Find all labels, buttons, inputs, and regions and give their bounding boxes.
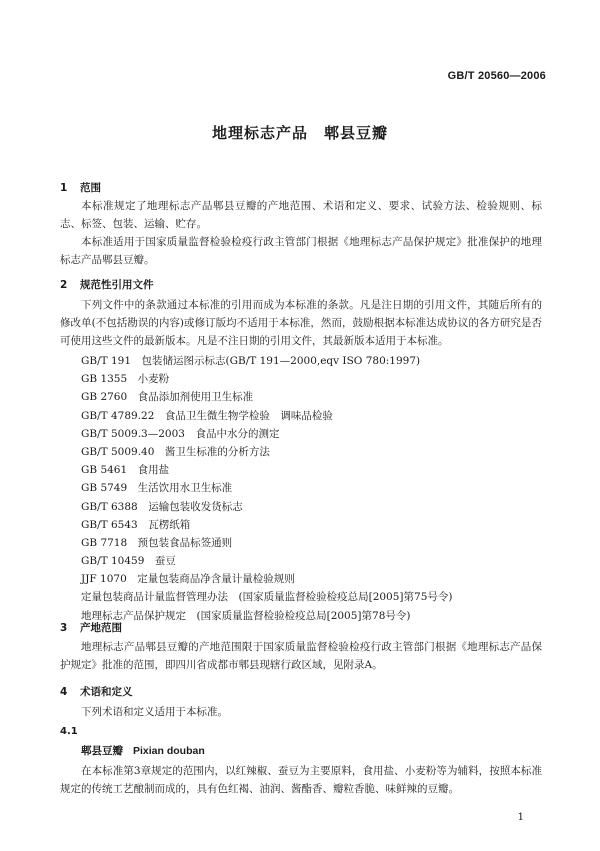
reference-title: 食品添加剂使用卫生标准	[137, 391, 254, 404]
section-2-heading	[60, 277, 154, 292]
reference-item	[81, 479, 541, 497]
reference-list	[81, 352, 541, 625]
reference-title: 食品中水分的测定	[195, 427, 280, 440]
reference-code: 定量包装商品计量监督管理办法	[81, 591, 228, 604]
section-title: 术语和定义	[80, 686, 133, 698]
term-chinese: 郫县豆瓣	[81, 745, 123, 757]
reference-title: 预包装食品标签通则	[137, 536, 233, 549]
section-number: 2	[60, 279, 68, 291]
reference-code: GB 2760	[81, 391, 128, 404]
reference-title: 酱卫生标准的分析方法	[164, 445, 270, 458]
reference-item	[81, 570, 541, 588]
reference-title: 食用盐	[137, 464, 170, 477]
reference-item	[81, 370, 541, 388]
document-title: 地理标志产品 郫县豆瓣	[211, 124, 388, 142]
page-number: 1	[517, 812, 524, 823]
reference-code: GB 5461	[81, 464, 128, 477]
reference-title: 食品卫生微生物学检验 调味品检验	[164, 409, 333, 422]
section-title: 规范性引用文件	[80, 279, 154, 291]
reference-title: 定量包装商品净含量计量检验规则	[137, 573, 295, 586]
reference-code: GB/T 191	[81, 355, 132, 367]
section-1-heading	[60, 180, 101, 195]
section-2-intro: 下列文件中的条款通过本标准的引用而成为本标准的条款。凡是注日期的引用文件，其随后所有的修改单(不包括勘误的内容)或修订版均不适用于本标准，然而，鼓励根据本标准达成协议的各方研究是否可使用这些文件的最新版本。凡是不注日期的引用文件，其最新版本适用于本标准。	[60, 299, 542, 347]
reference-item	[81, 407, 541, 425]
term-english: Pixian douban	[133, 745, 205, 757]
subsection-number: 4.1	[60, 726, 78, 737]
reference-title: (国家质量监督检验检疫总局[2005]第75号令)	[238, 591, 453, 604]
reference-title: 瓦楞纸箱	[148, 518, 191, 531]
reference-item	[81, 352, 541, 370]
reference-code: GB/T 5009.40	[81, 445, 155, 458]
reference-code: GB/T 6543	[81, 518, 138, 531]
reference-title: 生活饮用水卫生标准	[137, 482, 233, 495]
reference-code: GB 5749	[81, 482, 128, 495]
reference-item	[81, 534, 541, 552]
reference-title: 运输包装收发货标志	[148, 500, 243, 513]
section-3-heading	[60, 620, 122, 635]
reference-title: 包装储运图示标志(GB/T 191—2000,eqv ISO 780:1997)	[141, 355, 421, 367]
reference-code: 地理标志产品保护规定	[81, 609, 186, 622]
section-title: 产地范围	[80, 622, 122, 634]
reference-code: GB 7718	[81, 536, 128, 549]
reference-item	[81, 607, 541, 625]
section-1-paragraph-2: 本标准适用于国家质量监督检验检疫行政主管部门根据《地理标志产品保护规定》批准保护的地理标志产品郫县豆瓣。	[60, 236, 542, 266]
term-definition: 在本标准第3章规定的范围内，以红辣椒、蚕豆为主要原料，食用盐、小麦粉等为辅料，按照本标准规定的传统工艺酿制而成的，具有色红褐、油润、酱酯香、瓣粒香脆、味鲜辣的豆瓣。	[60, 765, 542, 795]
reference-item	[81, 461, 541, 479]
term-heading	[81, 743, 205, 758]
section-number: 4	[60, 686, 68, 698]
reference-code: GB 1355	[81, 373, 128, 386]
reference-item	[81, 388, 541, 406]
reference-code: GB/T 5009.3—2003	[81, 427, 185, 440]
section-3-paragraph: 地理标志产品郫县豆瓣的产地范围限于国家质量监督检验检疫行政主管部门根据《地理标志产品保护规定》批准的范围，即四川省成都市郫县现辖行政区域，见附录A。	[60, 641, 542, 671]
reference-title: 小麦粉	[137, 373, 170, 386]
reference-item	[81, 498, 541, 516]
reference-code: GB/T 4789.22	[81, 409, 155, 422]
reference-code: JJF 1070	[81, 573, 127, 586]
reference-title: (国家质量监督检验检疫总局[2005]第78号令)	[196, 609, 411, 622]
reference-item	[81, 425, 541, 443]
reference-title: 蚕豆	[154, 555, 176, 568]
reference-code: GB/T 10459	[81, 555, 145, 568]
section-4-heading	[60, 684, 133, 699]
section-4-intro: 下列术语和定义适用于本标准。	[81, 706, 228, 718]
reference-item	[81, 552, 541, 570]
standard-number: GB/T 20560—2006	[447, 70, 546, 82]
section-number: 1	[60, 182, 68, 194]
reference-item	[81, 443, 541, 461]
reference-item	[81, 588, 541, 606]
reference-item	[81, 516, 541, 534]
section-number: 3	[60, 622, 68, 634]
section-1-paragraph-1: 本标准规定了地理标志产品郫县豆瓣的产地范围、术语和定义、要求、试验方法、检验规则、标志、标签、包装、运输、贮存。	[60, 200, 542, 230]
reference-code: GB/T 6388	[81, 500, 138, 513]
section-title: 范围	[80, 182, 101, 194]
